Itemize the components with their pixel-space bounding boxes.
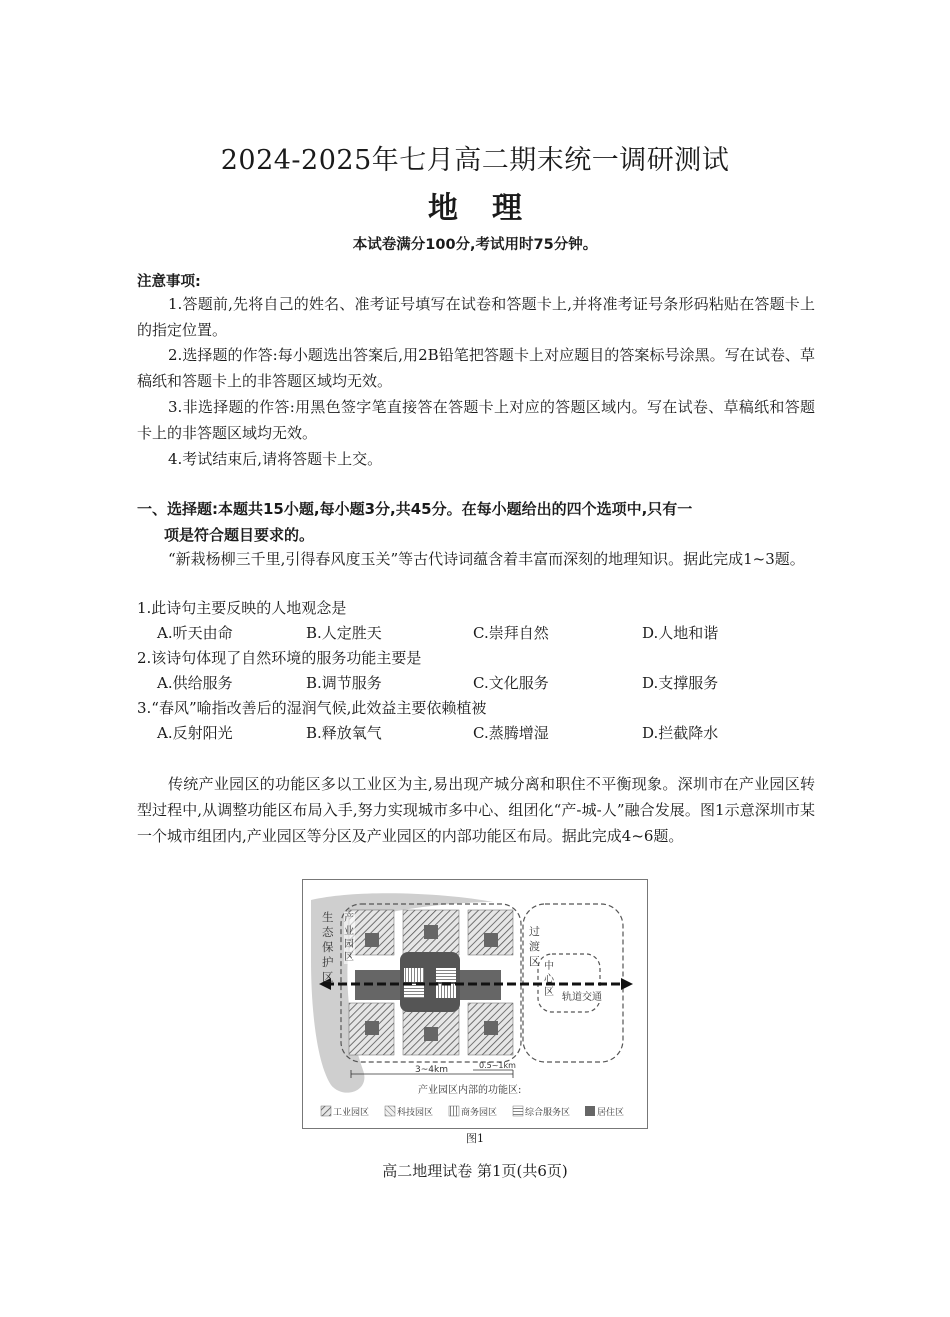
section-heading-line1: 一、选择题:本题共15小题,每小题3分,共45分。在每小题给出的四个选项中,只有一 (137, 500, 693, 518)
business-cell-2 (436, 968, 456, 982)
question-1-stem: 1.此诗句主要反映的人地观念是 (137, 599, 347, 617)
section-heading (137, 496, 817, 548)
option-a[interactable]: A.反射阳光 (157, 724, 233, 742)
business-cell-1 (404, 968, 424, 982)
notice-item-1: 1.答题前,先将自己的姓名、准考证号填写在试卷和答题卡上,并将准考证号条形码粘贴在答题卡上的指定位置。 (137, 295, 815, 339)
option-d[interactable]: D.支撑服务 (642, 674, 719, 692)
option-a[interactable]: A.听天由命 (157, 624, 233, 642)
notice-item-2: 2.选择题的作答:每小题选出答案后,用2B铅笔把答题卡上对应题目的答案标号涂黑。写在试卷、草稿纸和答题卡上的非答题区域均无效。 (137, 346, 815, 390)
exam-info: 本试卷满分100分,考试用时75分钟。 (352, 237, 598, 253)
option-c[interactable]: C.蒸腾增湿 (473, 724, 549, 742)
section-heading-line2: 项是符合题目要求的。 (164, 526, 315, 544)
label-rail: 轨道交通 (560, 988, 604, 1003)
passage-1: “新栽杨柳三千里,引得春风度玉关”等古代诗词蕴含着丰富而深刻的地理知识。据此完成1~3题。 (168, 550, 805, 568)
legend (321, 1106, 624, 1118)
question-2-stem: 2.该诗句体现了自然环境的服务功能主要是 (137, 649, 422, 667)
rail-arrow-right (621, 978, 633, 990)
figure-caption: 图1 (466, 1132, 484, 1145)
label-eco-vertical: 生态保护区 (322, 910, 334, 984)
label-dist2: 0.5~1km (479, 1061, 516, 1070)
notice-heading: 注意事项: (137, 274, 201, 290)
question-1-options (157, 621, 817, 646)
notice-item-3: 3.非选择题的作答:用黑色签字笔直接答在答题卡上对应的答题区域内。写在试卷、草稿纸和答题卡上的非答题区域均无效。 (137, 398, 815, 442)
notice-item-4: 4.考试结束后,请将答题卡上交。 (168, 450, 383, 468)
option-d[interactable]: D.拦截降水 (642, 724, 719, 742)
legend-item-4: 综合服务区 (525, 1108, 571, 1118)
legend-item-1: 工业园区 (333, 1108, 370, 1118)
label-dist1: 3~4km (415, 1065, 448, 1075)
label-center-vertical: 中心区 (544, 961, 554, 998)
label-park-vertical: 产业园区 (344, 913, 354, 963)
option-a[interactable]: A.供给服务 (157, 674, 233, 692)
option-c[interactable]: C.崇拜自然 (473, 624, 549, 642)
option-c[interactable]: C.文化服务 (473, 674, 549, 692)
legend-item-2: 科技园区 (397, 1108, 434, 1118)
question-3-options (157, 721, 817, 746)
subject-title: 地理 (428, 191, 556, 226)
option-d[interactable]: D.人地和谐 (642, 624, 719, 642)
question-3-stem: 3.“春风”喻指改善后的湿润气候,此效益主要依赖植被 (137, 699, 487, 717)
legend-item-5: 居住区 (597, 1108, 625, 1118)
legend-title: 产业园区内部的功能区: (418, 1085, 522, 1096)
option-b[interactable]: B.调节服务 (306, 674, 382, 692)
label-transition-vertical: 过渡区 (529, 925, 540, 968)
exam-title: 2024-2025年七月高二期末统一调研测试 (220, 145, 730, 176)
business-cell-4 (436, 984, 456, 998)
option-b[interactable]: B.人定胜天 (306, 624, 382, 642)
legend-item-3: 商务园区 (461, 1108, 498, 1118)
passage-2: 传统产业园区的功能区多以工业区为主,易出现产城分离和职住不平衡现象。深圳市在产业园区转型过程中,从调整功能区布局入手,努力实现城市多中心、组团化“产-城-人”融合发展。图1示意深圳市某一个城市组团内,产业园区等分区及产业园区的内部功能区布局。据此完成4~6题。 (137, 775, 815, 845)
option-b[interactable]: B.释放氧气 (306, 724, 382, 742)
question-2-options (157, 671, 817, 696)
page-footer: 高二地理试卷 第1页(共6页) (382, 1162, 568, 1180)
business-cell-3 (404, 984, 424, 998)
figure-1 (302, 879, 648, 1129)
